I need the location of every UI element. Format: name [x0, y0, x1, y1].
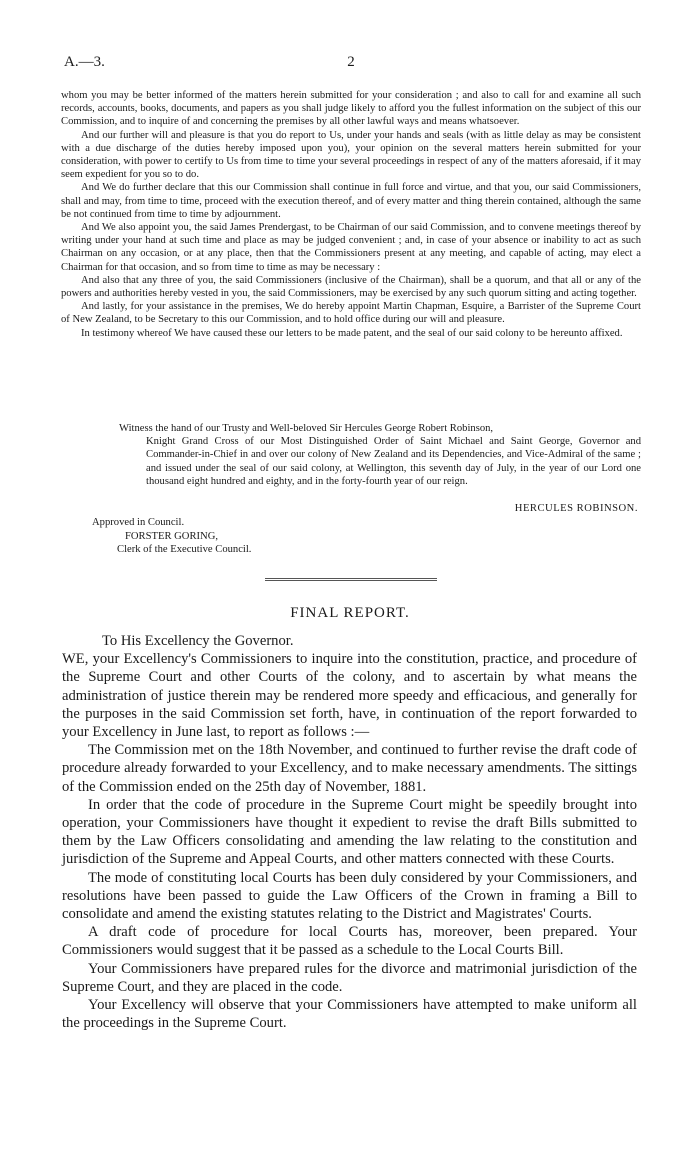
report-paragraph: The mode of constituting local Courts has been duly considered by your Commissioners, and resolutions have been passed to guide the Law Officers of the Crown in framing a Bill to consolidate and amend the existing statutes relating to the District and Magistrates' Courts. — [62, 869, 637, 923]
report-body — [62, 632, 637, 1032]
warrant-text — [61, 89, 641, 340]
warrant-paragraph: And We also appoint you, the said James Prendergast, to be Chairman of our said Commission, and to convene meetings thereof by writing under your hand at such time and place as may be judged convenient ; and, in case of your absence or inability to act as such Chairman on any occasion, or at any place, then that the Commissioners present at any meeting, and capable of acting, may elect a Chairman for that occasion, and so from time to time as may be necessary : — [61, 222, 641, 273]
report-title: FINAL REPORT. — [290, 605, 410, 621]
warrant-paragraph: And our further will and pleasure is that you do report to Us, under your hands and seals (with as little delay as may be consistent with a due discharge of the duties hereby imposed upon you), your opinion on the several matters herein submitted for your consideration, with power to certify to Us from time to time your several proceedings in respect of any of the matters aforesaid, if it may seem expedient for you so to do. — [61, 129, 641, 181]
warrant-paragraph: And also that any three of you, the said Commissioners (inclusive of the Chairman), shall be a quorum, and that all or any of the powers and authorities hereby vested in you, the said Commissioners, may be exercised by any such quorum sitting and acting together. — [61, 274, 641, 300]
witness-first-line: Witness the hand of our Trusty and Well-beloved Sir Hercules George Robert Robinson, — [119, 423, 494, 434]
report-paragraph: Your Commissioners have prepared rules for the divorce and matrimonial jurisdiction of the Supreme Court, and they are placed in the code. — [62, 960, 637, 995]
warrant-paragraph: In testimony whereof We have caused these our letters to be made patent, and the seal of our said colony to be hereunto affixed. — [81, 327, 623, 339]
report-paragraph: In order that the code of procedure in the Supreme Court might be speedily brought into operation, your Commissioners have thought it expedient to revise the draft Bills submitted to them by the Law Officers consolidating and amending the law relating to the constitution and jurisdiction of the Supreme and Appeal Courts, and other matters connected with these Courts. — [62, 796, 637, 868]
governor-signature: HERCULES ROBINSON. — [514, 503, 638, 514]
page-number: 2 — [347, 54, 355, 70]
approval-block — [92, 516, 251, 557]
report-paragraph: The Commission met on the 18th November, and continued to further revise the draft code of procedure already forwarded to your Excellency, and to make necessary amendments. The sittings of the Commission ended on the 25th day of November, 1881. — [62, 742, 637, 795]
report-paragraph: Your Excellency will observe that your Commissioners have attempted to make uniform all the proceedings in the Supreme Court. — [62, 997, 637, 1032]
report-paragraph: A draft code of procedure for local Courts has, moreover, been prepared. Your Commissioners would suggest that it be passed as a schedule to the Local Courts Bill. — [62, 924, 637, 959]
warrant-paragraph: And We do further declare that this our Commission shall continue in full force and virtue, and that you, our said Commissioners, shall and may, from time to time, proceed with the execution thereof, and of every matter and thing therein contained, although the same be not continued from time to time by adjournment. — [61, 182, 641, 220]
witness-body: Knight Grand Cross of our Most Distinguished Order of Saint Michael and Saint George, Governor and Commander-in-Chief in and over our colony of New Zealand and its Dependencies, and Vice-Admiral of the same ; and issued under the seal of our said colony, at Wellington, this seventh day of July, in the year of our Lord one thousand eight hundred and eighty, and in the forty-fourth year of our reign. — [146, 436, 641, 487]
warrant-paragraph: And lastly, for your assistance in the premises, We do hereby appoint Martin Chapman, Esquire, a Barrister of the Supreme Court of New Zealand, to be Secretary to this our Commission, and to hold office during our will and pleasure. — [61, 301, 641, 326]
parliamentary-paper-reference: A.—3. — [64, 54, 105, 70]
witness-clause — [61, 422, 641, 488]
section-divider — [265, 578, 437, 581]
approved-in-council: Approved in Council. — [92, 517, 185, 528]
report-address: To His Excellency the Governor. — [102, 633, 294, 649]
page-header — [64, 54, 638, 74]
approved-by-name: FORSTER GORING, — [125, 530, 219, 542]
report-paragraph: WE, your Excellency's Commissioners to inquire into the constitution, practice, and procedure of the Supreme Court and other Courts of the colony, and to ascertain by what means the administration of justice therein may be rendered more speedy and efficacious, and generally for the purposes in the said Commission set forth, have, in continuation of the report forwarded to your Excellency in June last, to report as follows :— — [62, 651, 637, 741]
warrant-paragraph: whom you may be better informed of the matters herein submitted for your consideration ; and also to call for and examine all such records, accounts, books, documents, and papers as you shall judge likely to afford you the fullest information on the subject of this our Commission, and to inquire of and concerning the premises by all other lawful ways and means whatsoever. — [61, 90, 641, 128]
clerk-title: Clerk of the Executive Council. — [117, 544, 252, 555]
